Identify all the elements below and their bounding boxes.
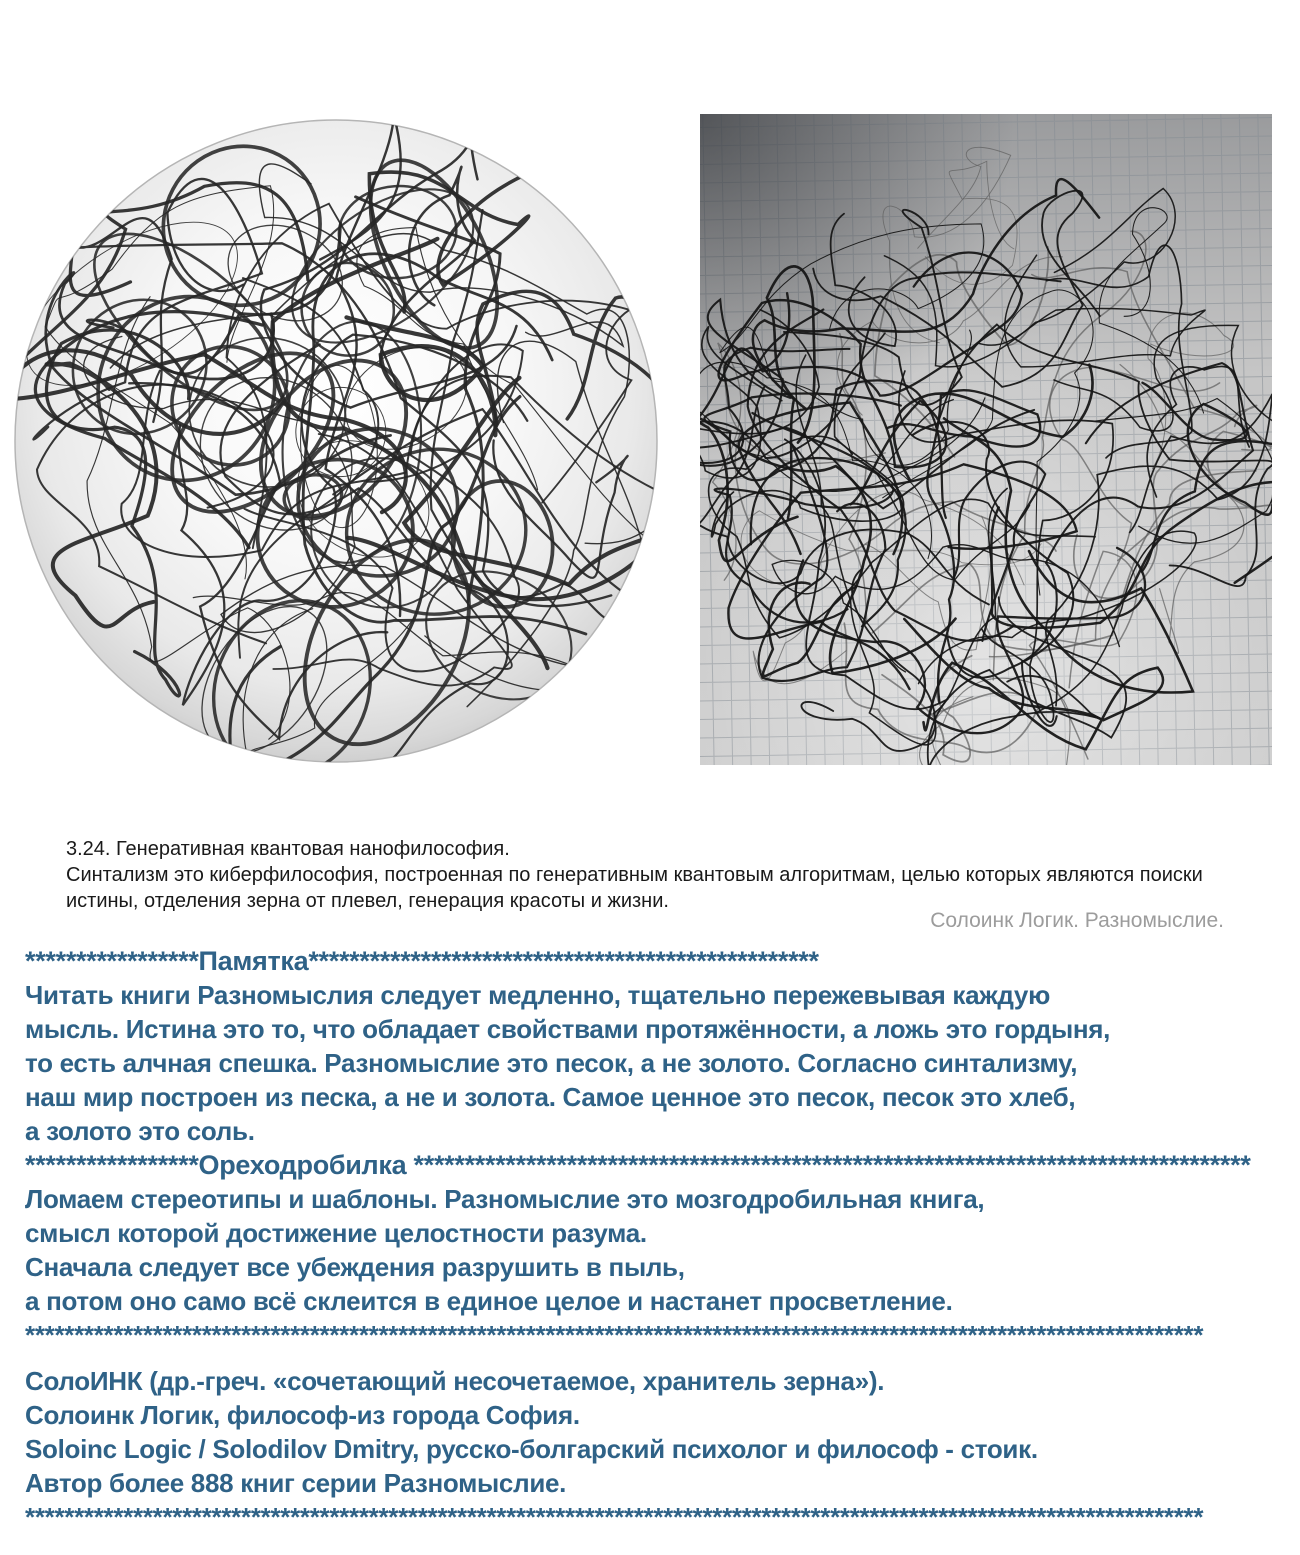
text-line: мысль. Истина это то, что обладает свойствами протяжённости, а ложь это гордыня, <box>25 1014 1111 1044</box>
attribution: Солоинк Логик. Разномыслие. <box>930 909 1224 932</box>
text-line: Soloinc Logic / Solodilov Dmitry, русско-болгарский психолог и философ - стоик. <box>25 1434 1038 1464</box>
text-line: СолоИНК (др.-греч. «сочетающий несочетаемое, хранитель зерна»). <box>25 1366 885 1396</box>
text-line: Автор более 888 книг серии Разномыслие. <box>25 1468 567 1498</box>
caption-body-line: истины, отделения зерна от плевел, генерация красоты и жизни. <box>66 890 669 912</box>
section-header-line: *****************Памятка************************************************** <box>25 946 819 976</box>
caption-title: 3.24. Генеративная квантовая нанофилософия. <box>66 838 510 860</box>
text-line: Сначала следует все убеждения разрушить в пыль, <box>25 1252 685 1282</box>
separator-line: ************************************************************************************************************************ <box>25 1320 1204 1350</box>
text-line: а потом оно само всё склеится в единое целое и настанет просветление. <box>25 1286 953 1316</box>
spacer <box>25 1352 1293 1364</box>
text-line: наш мир построен из песка, а не и золота. Самое ценное это песок, песок это хлеб, <box>25 1082 1076 1112</box>
ink-scribble-photo <box>700 114 1272 765</box>
figure-caption <box>66 836 1203 914</box>
separator-line: ************************************************************************************************************************ <box>25 1502 1204 1532</box>
text-line: Читать книги Разномыслия следует медленно, тщательно пережевывая каждую <box>25 980 1050 1010</box>
section-header-line: *****************Ореходробилка ********************************************************************************** <box>25 1150 1251 1180</box>
scribble-sphere-image <box>12 116 660 766</box>
caption-body-line: Синтализм это киберфилософия, построенная по генеративным квантовым алгоритмам, целью которых являются поиски <box>66 864 1203 886</box>
text-line: Солоинк Логик, философ-из города София. <box>25 1400 580 1430</box>
main-text-block <box>25 944 1293 1534</box>
text-line: смысл которой достижение целостности разума. <box>25 1218 647 1248</box>
text-line: то есть алчная спешка. Разномыслие это песок, а не золото. Согласно синтализму, <box>25 1048 1078 1078</box>
text-line: Ломаем стереотипы и шаблоны. Разномыслие это мозгодробильная книга, <box>25 1184 985 1214</box>
text-line: а золото это соль. <box>25 1116 255 1146</box>
